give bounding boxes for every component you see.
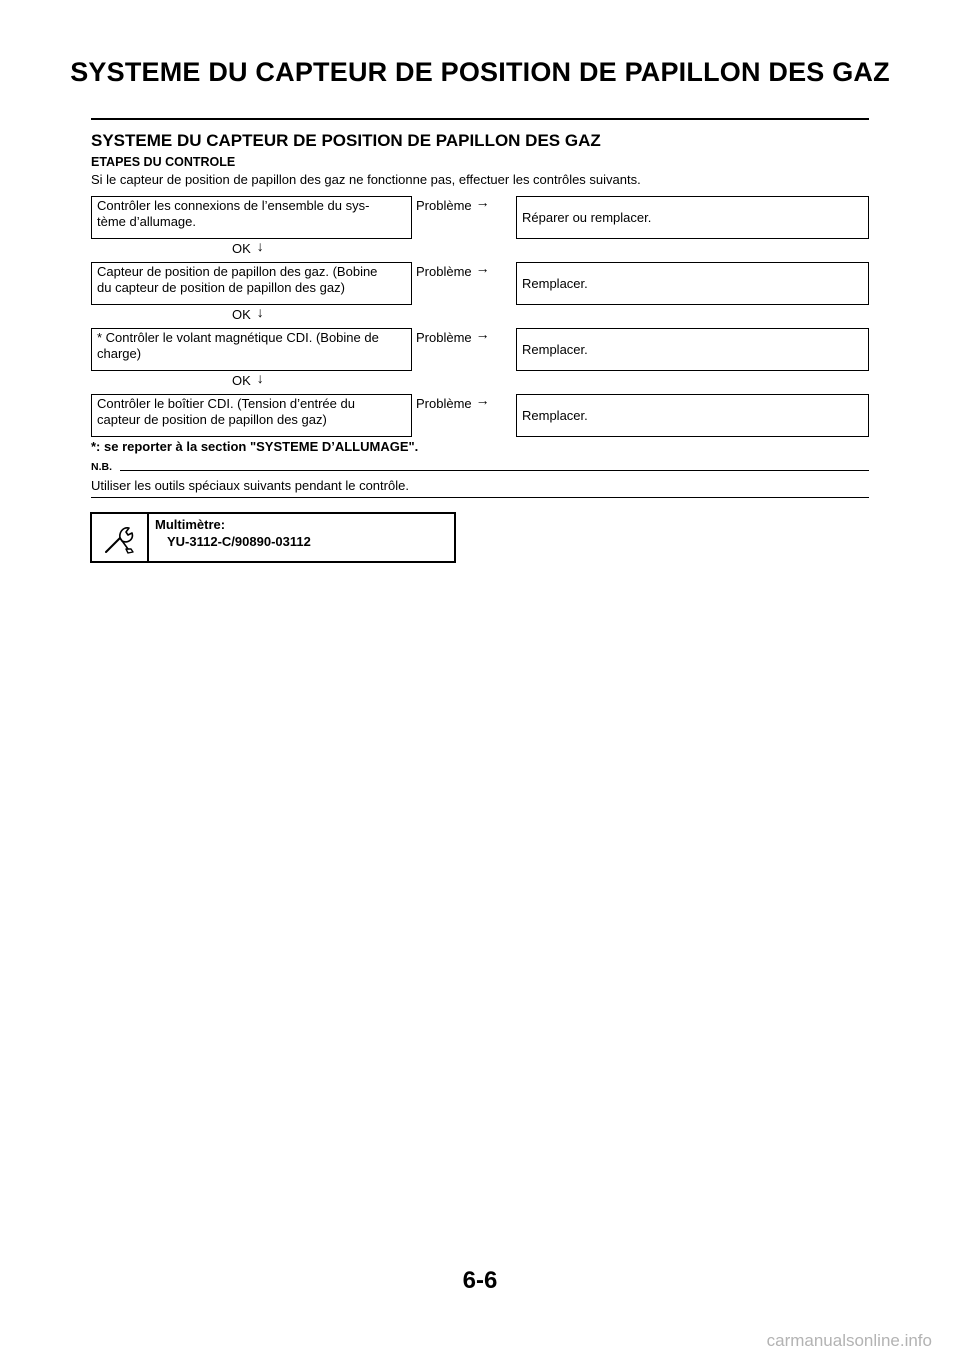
- check-step-2-line-1: Capteur de position de papillon des gaz. (Bobine: [97, 264, 378, 279]
- arrow-right-icon: →: [475, 326, 490, 342]
- arrow-right-icon: →: [475, 260, 490, 276]
- ok-label-2: [232, 306, 264, 323]
- problem-text: Problème: [416, 264, 472, 279]
- header-rule: [91, 118, 869, 120]
- tool-part-number: YU-3112-C/90890-03112: [167, 534, 311, 549]
- tool-icon: [100, 519, 140, 557]
- page-number: 6-6: [462, 1267, 498, 1294]
- check-step-4-line-1: Contrôler le boîtier CDI. (Tension d’entrée du: [97, 396, 355, 411]
- nb-text: Utiliser les outils spéciaux suivants pendant le contrôle.: [91, 478, 409, 493]
- special-tool-box: [90, 512, 456, 563]
- result-box-4: [516, 394, 869, 437]
- check-step-1: [91, 196, 412, 239]
- problem-text: Problème: [416, 330, 472, 345]
- arrow-right-icon: →: [475, 194, 490, 210]
- check-step-2-line-2: du capteur de position de papillon des gaz): [97, 280, 345, 295]
- check-step-4-line-2: capteur de position de papillon des gaz): [97, 412, 327, 427]
- section-title: SYSTEME DU CAPTEUR DE POSITION DE PAPILLON DES GAZ: [91, 131, 601, 150]
- check-step-1-line-2: tème d’allumage.: [97, 214, 196, 229]
- problem-text: Problème: [416, 396, 472, 411]
- problem-label-4: [416, 392, 490, 412]
- ok-label-3: [232, 372, 264, 389]
- problem-label-3: [416, 326, 490, 346]
- nb-rule-bottom: [91, 497, 869, 498]
- result-box-1: [516, 196, 869, 239]
- nb-rule-top: [120, 470, 869, 471]
- check-step-3-line-1: * Contrôler le volant magnétique CDI. (Bobine de: [97, 330, 379, 345]
- problem-label-1: [416, 194, 490, 214]
- watermark: carmanualsonline.info: [766, 1331, 932, 1350]
- check-step-3: [91, 328, 412, 371]
- check-step-3-line-2: charge): [97, 346, 142, 361]
- ok-text: OK: [232, 241, 251, 256]
- result-box-3: [516, 328, 869, 371]
- ok-label-1: [232, 240, 264, 257]
- tool-name: Multimètre:: [155, 517, 226, 532]
- check-step-2: [91, 262, 412, 305]
- page-title: SYSTEME DU CAPTEUR DE POSITION DE PAPILLON DES GAZ: [70, 57, 890, 87]
- result-text-1: Réparer ou remplacer.: [522, 209, 652, 225]
- tool-text-cell: [149, 514, 317, 561]
- result-text-2: Remplacer.: [522, 275, 588, 291]
- ok-text: OK: [232, 373, 251, 388]
- section-reference-note: *: se reporter à la section "SYSTEME D’ALLUMAGE".: [91, 439, 419, 454]
- problem-label-2: [416, 260, 490, 280]
- tool-icon-cell: [92, 514, 149, 561]
- ok-text: OK: [232, 307, 251, 322]
- section-subtitle: ETAPES DU CONTROLE: [91, 155, 236, 169]
- arrow-down-icon: ↓: [256, 238, 264, 254]
- arrow-down-icon: ↓: [256, 304, 264, 320]
- problem-text: Problème: [416, 198, 472, 213]
- check-step-1-line-1: Contrôler les connexions de l’ensemble du sys-: [97, 198, 370, 213]
- check-step-4: [91, 394, 412, 437]
- nb-label: N.B.: [91, 461, 112, 473]
- arrow-down-icon: ↓: [256, 370, 264, 386]
- result-text-3: Remplacer.: [522, 341, 588, 357]
- result-box-2: [516, 262, 869, 305]
- result-text-4: Remplacer.: [522, 407, 588, 423]
- arrow-right-icon: →: [475, 392, 490, 408]
- intro-text: Si le capteur de position de papillon des gaz ne fonctionne pas, effectuer les contrôles suivants.: [91, 172, 641, 187]
